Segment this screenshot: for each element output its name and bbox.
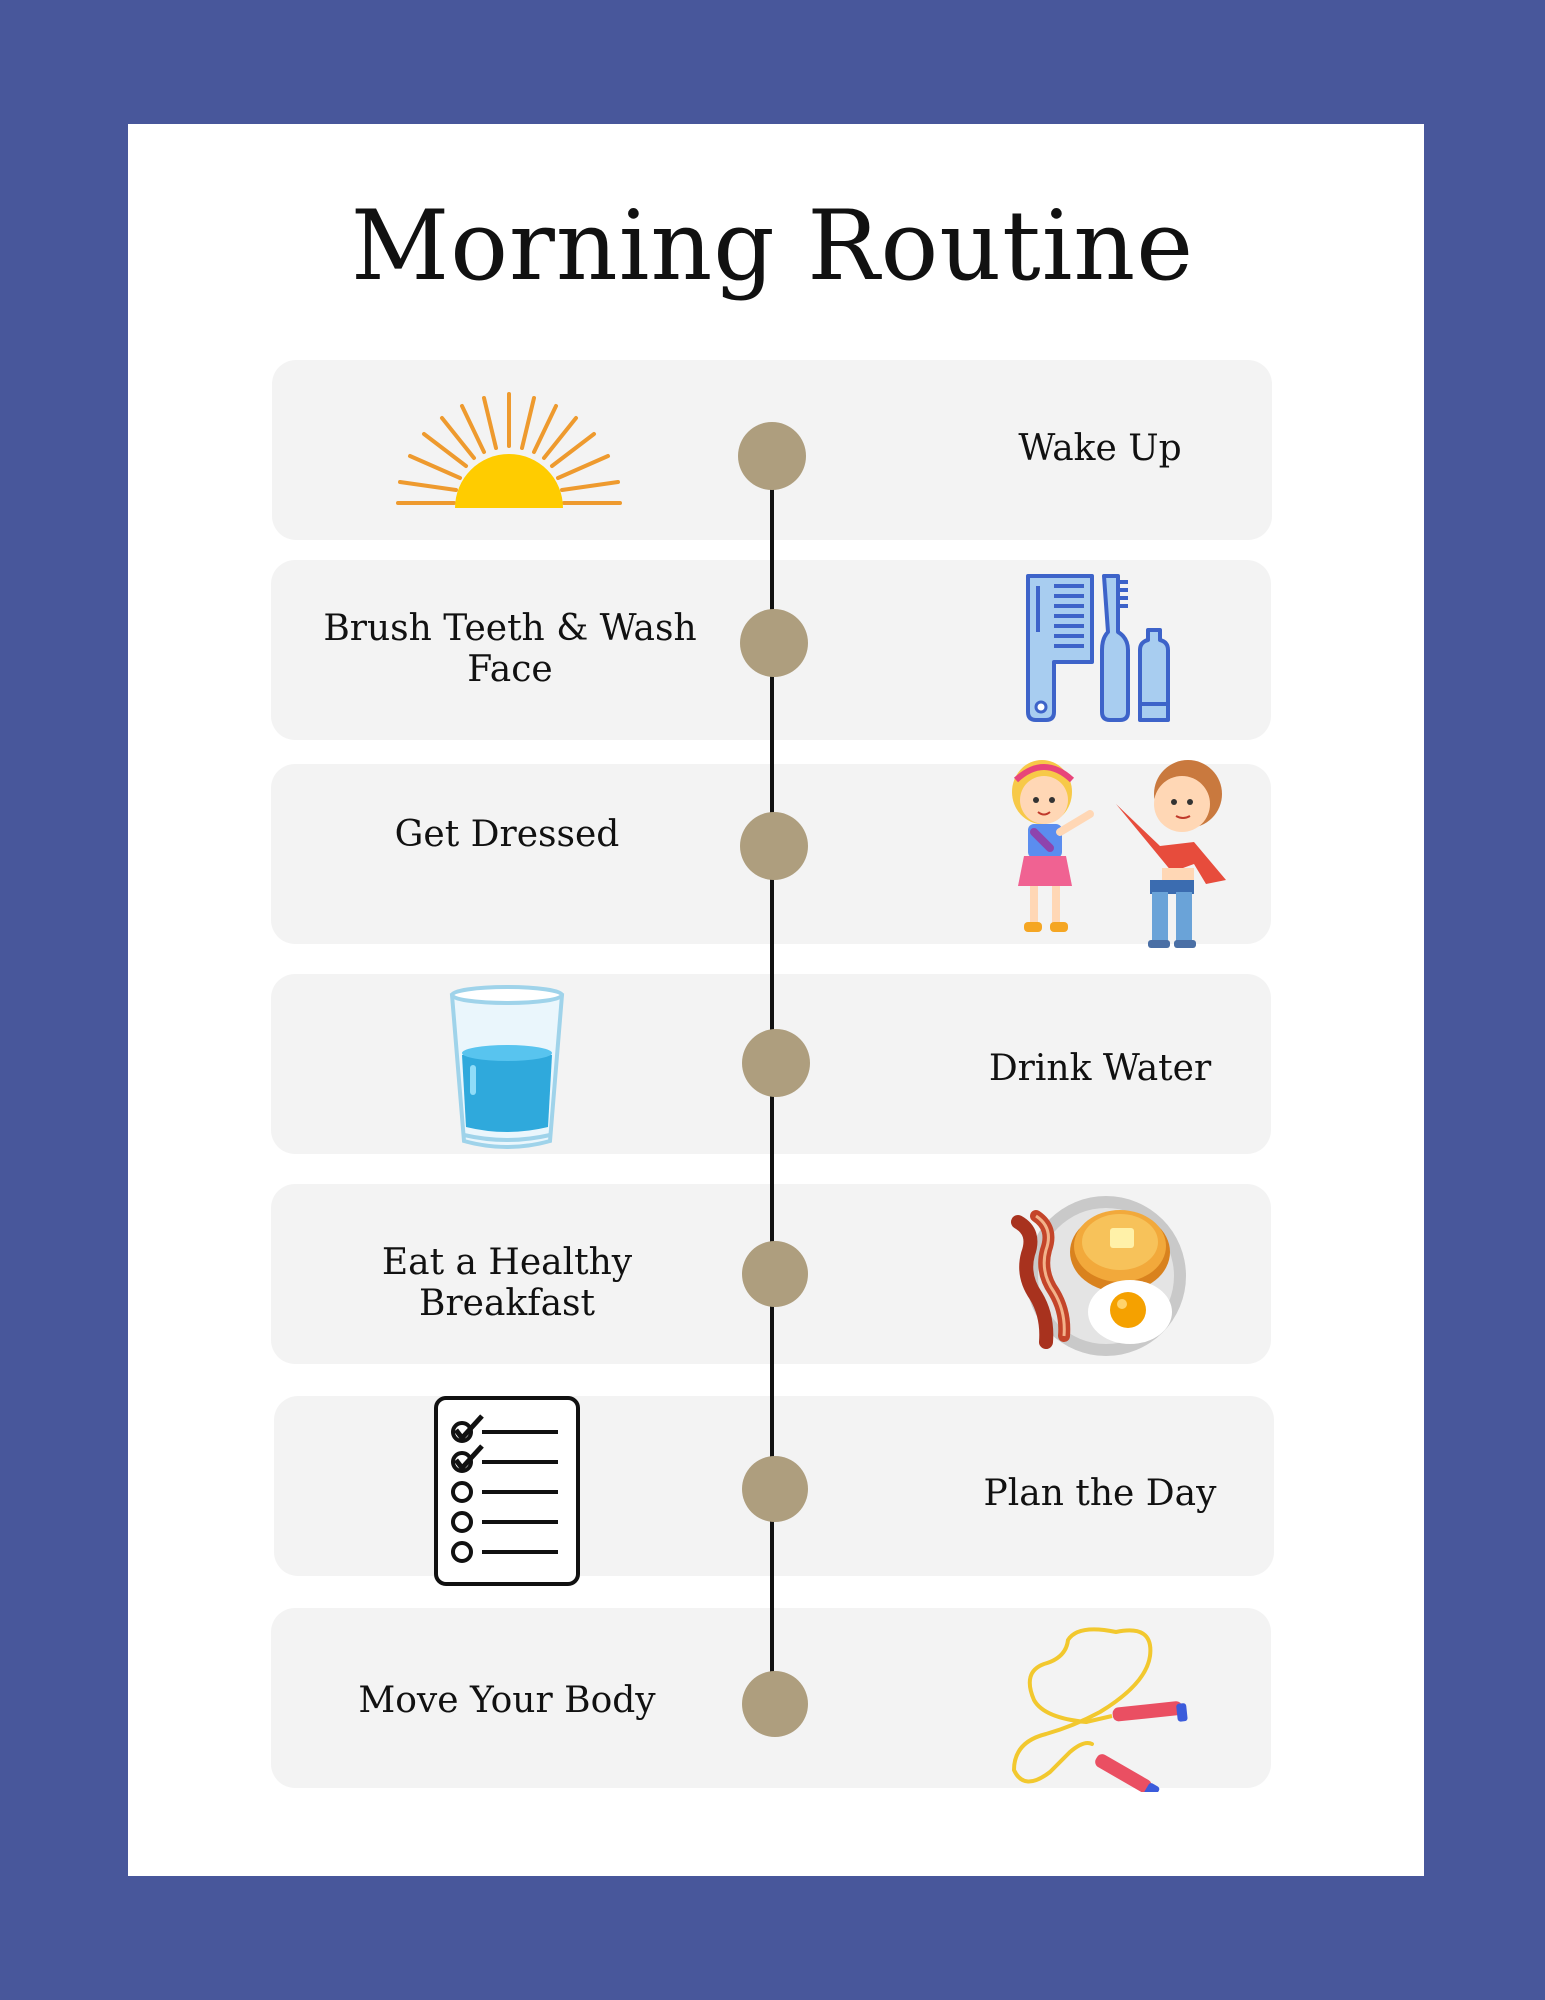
timeline-node — [740, 812, 808, 880]
jump-rope-icon — [1004, 1622, 1196, 1792]
kids-dressing-icon — [994, 752, 1232, 952]
timeline-node — [742, 1456, 808, 1522]
breakfast-plate-icon — [1010, 1192, 1188, 1360]
step-label-brush-teeth: Brush Teeth & Wash Face — [323, 608, 697, 690]
step-label-wake-up: Wake Up — [1018, 428, 1182, 469]
timeline-node — [742, 1029, 810, 1097]
step-label-breakfast: Eat a Healthy Breakfast — [381, 1242, 633, 1324]
water-glass-icon — [448, 985, 566, 1153]
sunrise-icon — [396, 390, 622, 510]
page-title: Morning Routine — [350, 190, 1195, 302]
timeline-node — [738, 422, 806, 490]
timeline-node — [742, 1671, 808, 1737]
timeline-node — [740, 609, 808, 677]
step-label-drink-water: Drink Water — [988, 1048, 1212, 1089]
step-label-get-dressed: Get Dressed — [394, 814, 620, 855]
step-label-move-body: Move Your Body — [358, 1680, 656, 1721]
toothbrush-comb-toothpaste-icon — [1024, 572, 1176, 722]
timeline-node — [742, 1241, 808, 1307]
checklist-icon — [432, 1394, 582, 1588]
step-label-plan-day: Plan the Day — [983, 1473, 1217, 1514]
